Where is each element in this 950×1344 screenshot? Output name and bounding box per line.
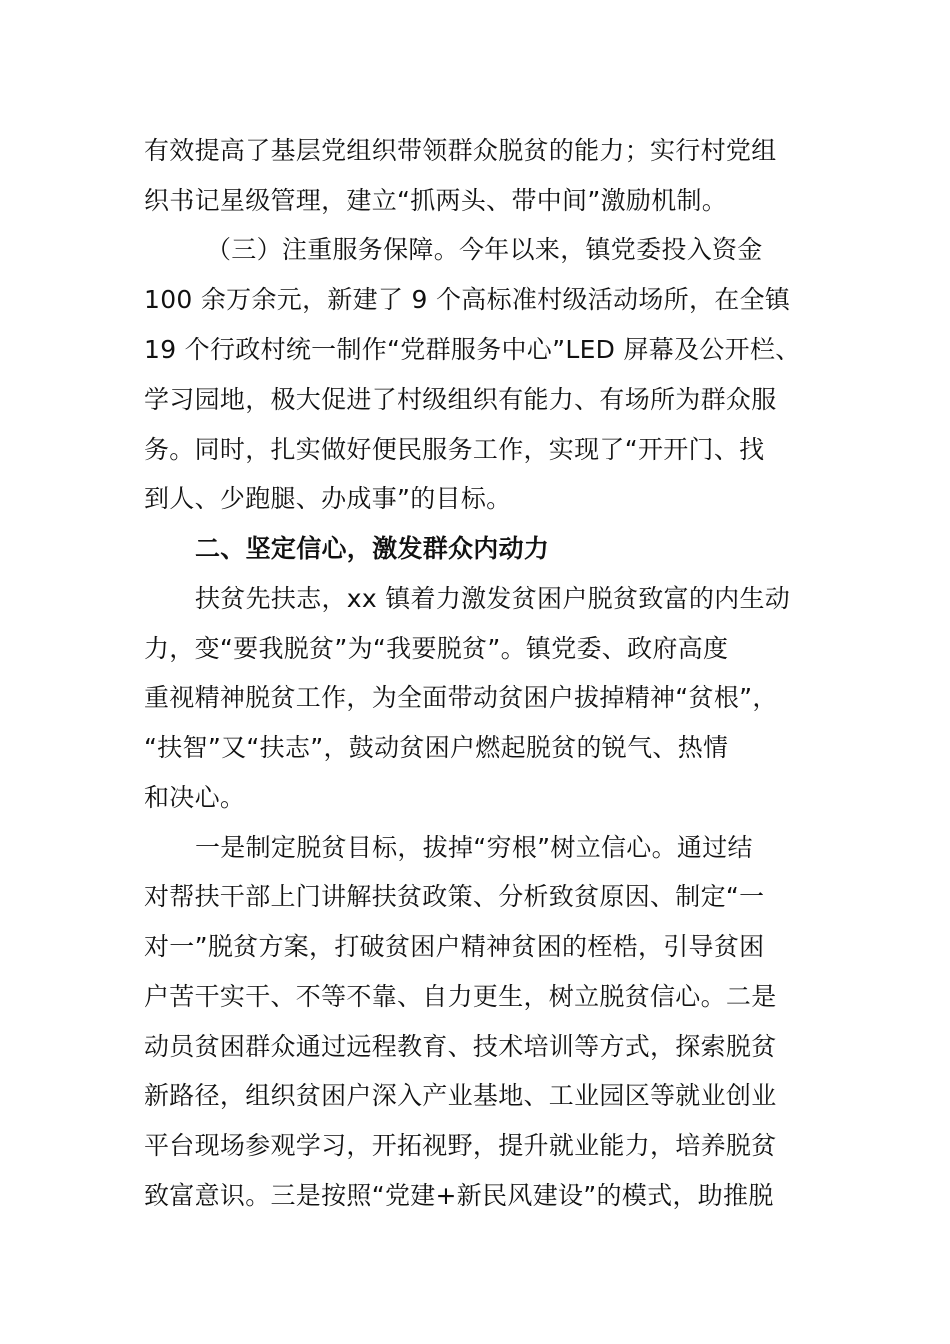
body-text-line: 致富意识。三是按照“党建+新民风建设”的模式，助推脱 — [144, 1181, 774, 1210]
body-text-line: 动员贫困群众通过远程教育、技术培训等方式，探索脱贫 — [144, 1032, 777, 1061]
body-text-line: 力，变“要我脱贫”为“我要脱贫”。镇党委、政府高度 — [144, 634, 729, 663]
body-text-line: 务。同时，扎实做好便民服务工作，实现了“开开门、找 — [144, 435, 765, 464]
body-text-line: 重视精神脱贫工作，为全面带动贫困户拔掉精神“贫根”， — [144, 683, 778, 712]
section-heading: 二、坚定信心，激发群众内动力 — [195, 534, 550, 563]
body-text-line: 织书记星级管理，建立“抓两头、带中间”激励机制。 — [144, 186, 728, 215]
body-text-line: 平台现场参观学习，开拓视野，提升就业能力，培养脱贫 — [144, 1131, 777, 1160]
body-text-line: 户苦干实干、不等不靠、自力更生，树立脱贫信心。二是 — [144, 982, 777, 1011]
body-text-line: 和决心。 — [144, 783, 246, 812]
body-text-line: 一是制定脱贫目标，拔掉“穷根”树立信心。通过结 — [195, 833, 753, 862]
body-text-line: 到人、少跑腿、办成事”的目标。 — [144, 484, 512, 513]
body-text-line: 新路径，组织贫困户深入产业基地、工业园区等就业创业 — [144, 1081, 777, 1110]
body-text-line: 100 余万余元，新建了 9 个高标准村级活动场所，在全镇 — [144, 285, 791, 314]
body-text-line: “扶智”又“扶志”，鼓动贫困户燃起脱贫的锐气、热情 — [144, 733, 729, 762]
body-text-line: 扶贫先扶志，xx 镇着力激发贫困户脱贫致富的内生动 — [195, 584, 791, 613]
body-text-line: 学习园地，极大促进了村级组织有能力、有场所为群众服 — [144, 385, 777, 414]
body-text-line: 对一”脱贫方案，打破贫困户精神贫困的桎梏，引导贫困 — [144, 932, 765, 961]
subsection-heading-line: （三）注重服务保障。今年以来，镇党委投入资金 — [206, 235, 763, 264]
body-text-line: 对帮扶干部上门讲解扶贫政策、分析致贫原因、制定“一 — [144, 882, 765, 911]
body-text-line: 19 个行政村统一制作“党群服务中心”LED 屏幕及公开栏、 — [144, 335, 801, 364]
body-text-line: 有效提高了基层党组织带领群众脱贫的能力；实行村党组 — [144, 136, 777, 165]
